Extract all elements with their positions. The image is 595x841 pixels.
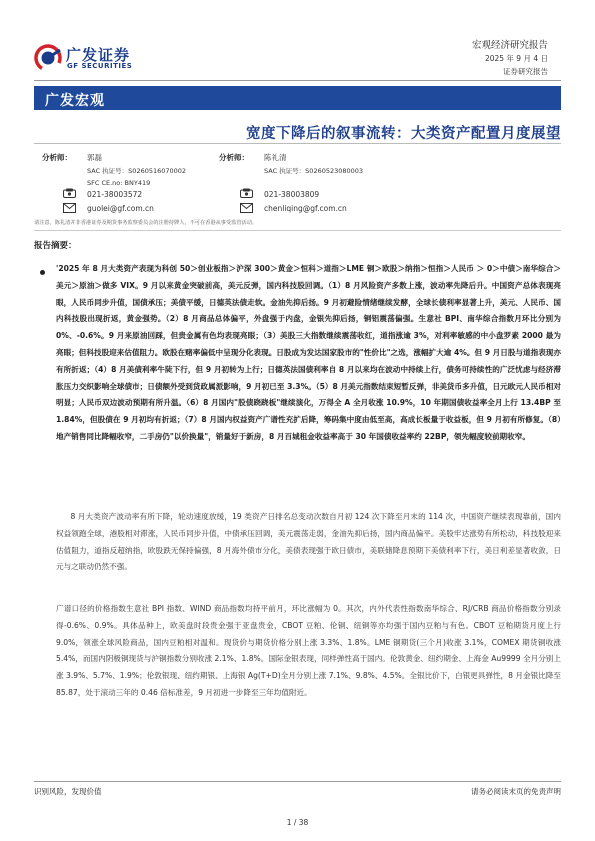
section-banner: [34, 86, 561, 110]
report-title: 宽度下降后的叙事流转：大类资产配置月度展望: [246, 126, 561, 142]
phone-icon: [63, 188, 76, 198]
analyst-sfc: SFC CE.no: BNY419: [87, 179, 151, 187]
logo-text-cn: 广发证券: [66, 46, 131, 64]
page-number: 1 / 38: [286, 818, 309, 827]
analyst-sac: SAC 执证号：S0260523080003: [264, 167, 364, 175]
analyst-phone: 021-38003809: [264, 190, 320, 199]
report-type: 宏观经济研究报告: [471, 40, 548, 51]
analyst-sac: SAC 执证号：S0260516070002: [87, 167, 187, 175]
analyst-phone: 021-38003572: [87, 190, 143, 199]
analyst-label: 分析师：: [42, 153, 72, 162]
summary-bullet-paragraph: '2025 年 8 月大类资产表现为科创 50＞创业板指＞沪深 300＞黄金＞恒科＞道指＞LME 铜＞欧股＞纳指＞恒指＞人民币 ＞ 0＞中债＞南华综合＞美元＞原油＞做多 VIX。9 月以来黄金突破前高，美元反弹，国内科技股回调。（1）8 月风险资产多数上涨，波动率先降后升。中国资产总体表现亮眼，人民币同步升值，国债承压；美债平缓，日德英法债走软。金油先抑后扬。9 月初避险情绪继续发酵，全球长债利率显著上升，美元、人民币、国内科技股出现折返，黄金强势。（2）8 月商品总体偏平，外盘强于内盘，金银先抑后扬，铜铝震荡偏强。生意社 BPI、南华综合指数月环比分别为 0%、-0.6%。9 月来原油回踩，但贵金属有色均表现亮眼；（3）美股三大指数继续震荡收红，道指涨逾 3%，对利率敏感的中小盘罗素 2000 最为亮眼；但科技股迎来估值阻力。欧股在赌率偏低中呈现分化表现。日股成为发达国家股市的"性价比"之选，涨幅扩大逾 4%。但 9 月日股与道指表现亦有所折返；（4）8 月美债利率牛陡下行，但 9 月初转为上行；日德英法国债利率自 8 月以来均在波动中持续上行，债务可持续性的广泛忧虑与经济滞胀压力交织影响全球债市；日债额外受到货政属派影响，9 月初已至 3.3%。（5）8 月美元指数结束短暂反弹，非美货币多升值，日元欧元人民币相对明显；人民币双边波动预期有所升温。（6）8 月国内"股债跷跷板"继续演化，万得全 A 全月收涨 10.9%，10 年期国债收益率全月上行 13.4BP 至 1.84%，但股债在 9 月初均有折返；（7）8 月国内权益资产广谱性充扩后降，筹码集中度由低至高，高成长板量于收益板，但 9 月初有所修复。（8）地产销售同比降幅收窄，二手房仍"以价换量"，销量好于新房，8 月百城租金收益率高于 30 年国债收益率约 22BP，领先幅度较前期收窄。: [56, 264, 561, 441]
analyst-email[interactable]: chenliqing@gf.com.cn: [264, 204, 347, 213]
body-paragraph: 8 月大类资产波动率有所下降，轮动速度放缓，19 类资产日排名总变动次数自月初 124 次下降至月末的 114 次，中国资产继续表现靠前，国内权益领跑全球，港股相对滞涨，人民币同步升值，中债承压回调，美元震荡走弱，金油先抑后扬，国内商品偏平。美股牢达涨势有所松动，科技股迎来估值阻力，道指反超纳指，欧股跌无保持偏强，8 月海外债市分化，美债表现强于欧日债市，美联储降息预期下美债利率下行，美日利差显著收敛，日元与之联动仍然不强。: [56, 512, 561, 572]
banner-title: 广发宏观: [45, 93, 105, 109]
disclaimer-note: 请注意，陈礼清并非香港证券及期货事务监察委员会的注册持牌人，不可在香港从事受监管活动。: [34, 220, 258, 226]
analyst-email[interactable]: guolei@gf.com.cn: [87, 204, 154, 213]
footer-slogan: 识别风险，发现价值: [34, 787, 102, 796]
title-divider: [34, 143, 561, 144]
summary-heading: 报告摘要：: [34, 241, 77, 251]
email-icon: [240, 203, 253, 213]
analyst-name: 郭磊: [87, 153, 102, 162]
bullet-dot: [40, 270, 45, 275]
body-paragraph: 广谱口径的价格指数生意社 BPI 指数、WIND 商品指数均持平前月，环比涨幅为 0。其次，内外代表性指数南华综合、RJ/CRB 商品价格指数分别录得-0.6%、0.9%。具体品种上，欧美盘时段贵金强于亚盘贵金，CBOT 豆粕、伦铜、纽铜等亦均强于国内豆粕与有色。CBOT 豆粕期货月度上行 9.0%，领涨全球风险商品，国内豆粕相对温和。现货价与期货价格分别上涨 3.3%、1.8%。LME 铜期货(三个月)收涨 3.1%，COMEX 期货铜收涨 5.4%，而国内阴极铜现货与沪铜指数分别收涨 2.1%、1.8%。国际金银表现，同样弹性高于国内。伦敦黄金、纽约期金、上海金 Au9999 全月分别上涨 3.9%、5.7%、1.9%；伦敦银现、纽约期银、上海银 Ag(T+D)全月分别上涨 7.1%、9.8%、4.5%。全银比价下，白银更具弹性，8 月金银比降至 85.87，处于滚动三年的 0.46 倍标准差，9 月初进一步降至三年均值附近。: [56, 604, 561, 697]
analyst-label: 分析师：: [219, 153, 249, 162]
analyst-name: 陈礼清: [264, 153, 287, 162]
footer-disclaimer-link: 请务必阅读末页的免责声明: [471, 787, 561, 796]
logo-mark-icon: [34, 44, 62, 72]
email-icon: [63, 203, 76, 213]
footer-divider: [34, 781, 561, 782]
section-divider: [34, 230, 561, 231]
header-divider: [34, 80, 561, 81]
logo-text-en: GF SECURITIES: [67, 62, 133, 70]
phone-icon: [240, 188, 253, 198]
company-logo: [34, 42, 159, 74]
report-date: 2025 年 9 月 4 日: [484, 54, 548, 63]
document-type: 证券研究报告: [503, 67, 548, 76]
